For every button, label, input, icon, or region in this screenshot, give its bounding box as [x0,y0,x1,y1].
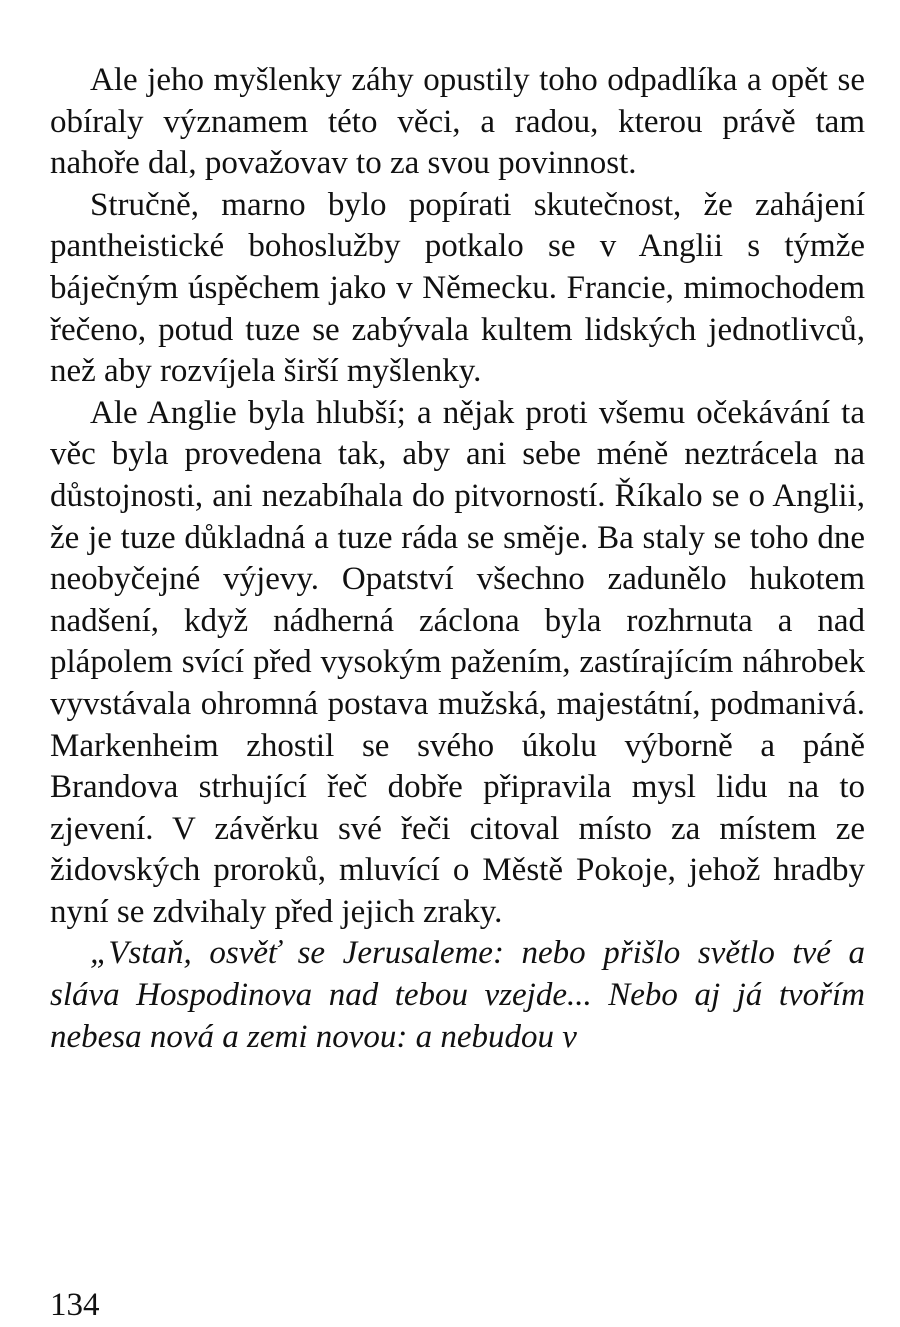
paragraph-1: Ale jeho myšlenky záhy opustily toho odpadlíka a opět se obíraly významem této věci, a radou, kterou právě tam nahoře dal, považovav to za svou povinnost. [50,62,865,182]
page-number: 134 [50,1287,100,1323]
paragraph-3: Ale Anglie byla hlubší; a nějak proti všemu očekávání ta věc byla provedena tak, aby ani sebe méně neztrácela na důstojnosti, ani nezabíhala do pitvorností. Říkalo se o Anglii, že je tuze důkladná a tuze ráda se směje. Ba staly se toho dne neobyčejné výjevy. Opatství všechno zadunělo hukotem nadšení, když nádherná záclona byla rozhrnuta a nad plápolem svící před vysokým pažením, zastírajícím náhrobek vyvstávala ohromná postava mužská, majestátní, podmanivá. Markenheim zhostil se svého úkolu výborně a páně Brandova strhující řeč dobře připravila mysl lidu na to zjevení. V závěrku své řeči citoval místo za místem ze židovských proroků, mluvící o Městě Pokoje, jehož hradby nyní se zdvihaly před jejich zraky. [50,394,865,930]
paragraph-2: Stručně, marno bylo popírati skutečnost, že zahájení pantheistické bohoslužby potkalo se v Anglii s týmže báječným úspěchem jako v Německu. Francie, mimochodem řečeno, potud tuze se zabývala kultem lidských jednotlivců, než aby rozvíjela širší myšlenky. [50,186,865,390]
book-page-text [50,60,865,1058]
quote-paragraph: „Vstaň, osvěť se Jerusaleme: nebo přišlo světlo tvé a sláva Hospodinova nad tebou vzejde... Nebo aj já tvořím nebesa nová a zemi novou: a nebudou v [50,935,865,1055]
